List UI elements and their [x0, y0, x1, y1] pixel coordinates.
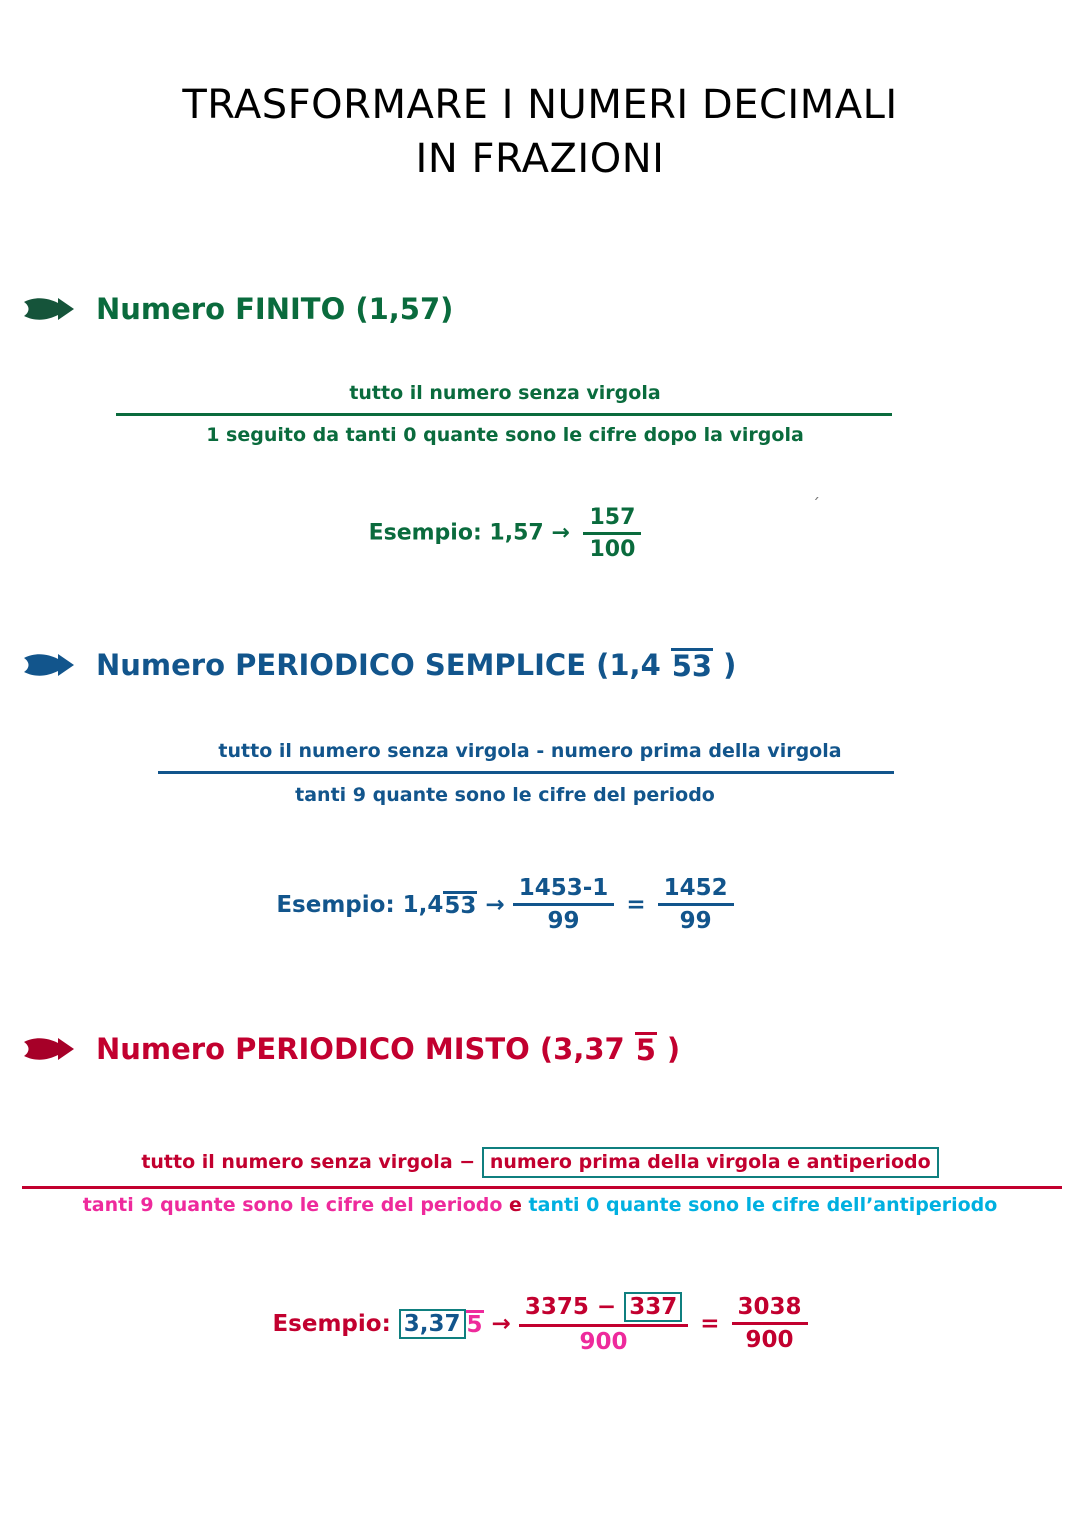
misto-fraction2-denominator: 900: [732, 1322, 808, 1353]
semplice-fraction2-denominator: 99: [658, 903, 734, 934]
misto-example-arrow: →: [491, 1310, 511, 1337]
finito-example-fraction: [583, 505, 641, 562]
misto-den-part1: tanti 9 quante sono le cifre del periodo: [82, 1194, 503, 1216]
semplice-example-arrow: →: [485, 891, 505, 918]
misto-num-boxed-e: e: [787, 1151, 801, 1173]
misto-num-boxed-part2: antiperiodo: [806, 1151, 931, 1173]
finito-example-fraction-denominator: 100: [583, 532, 641, 562]
semplice-heading-after: ): [723, 648, 737, 682]
finito-fraction-bar: [116, 413, 892, 416]
misto-fraction1-num-boxed: 337: [624, 1292, 682, 1322]
green-arrow-icon: [22, 294, 86, 324]
stray-mark: ˊ: [812, 495, 820, 514]
semplice-example-value-period: 53: [444, 892, 477, 919]
semplice-rule-numerator: tutto il numero senza virgola - numero prima della virgola: [218, 740, 842, 762]
section-heading-periodico-misto: [22, 1032, 680, 1066]
misto-fraction-bar: [22, 1186, 1062, 1189]
misto-num-boxed-part1: numero prima della virgola: [489, 1151, 781, 1173]
semplice-fraction-bar: [158, 771, 894, 774]
semplice-example-fraction-1: [513, 875, 615, 934]
semplice-example-fraction-2: [658, 875, 734, 934]
blue-arrow-icon: [22, 650, 86, 680]
finito-example: [0, 505, 1010, 562]
section-heading-periodico-semplice: [22, 648, 736, 682]
semplice-heading-period: 53: [671, 649, 713, 684]
semplice-fraction1-numerator: 1453-1: [518, 875, 609, 901]
misto-example-value-boxed: 3,37: [399, 1309, 466, 1339]
misto-fraction2-numerator: 3038: [737, 1294, 802, 1320]
semplice-example-label: Esempio:: [276, 891, 395, 918]
misto-fraction1-num-left: 3375 −: [524, 1294, 617, 1320]
misto-fraction1-numerator: [519, 1292, 688, 1324]
finito-example-label: Esempio:: [368, 520, 482, 546]
page-title-line1: TRASFORMARE I NUMERI DECIMALI: [182, 82, 898, 128]
misto-den-part2: tanti 0 quante sono le cifre dell’antiperiodo: [528, 1194, 998, 1216]
misto-heading-after: ): [666, 1032, 681, 1066]
red-arrow-icon: [22, 1034, 86, 1064]
semplice-fraction2-numerator: 1452: [663, 875, 728, 901]
misto-num-boxed-group: [482, 1147, 939, 1178]
finito-example-fraction-numerator: 157: [589, 505, 636, 530]
page-title: [0, 78, 1080, 186]
finito-example-value: 1,57: [489, 520, 544, 546]
semplice-rule-denominator: tanti 9 quante sono le cifre del periodo: [295, 784, 715, 806]
semplice-fraction1-denominator: 99: [513, 903, 615, 934]
misto-heading-period: 5: [635, 1033, 656, 1068]
finito-rule-numerator: tutto il numero senza virgola: [349, 382, 661, 404]
misto-rule-numerator: [0, 1147, 1080, 1178]
misto-den-e: e: [509, 1194, 522, 1216]
finito-example-arrow: →: [551, 520, 570, 546]
misto-example-fraction-2: [732, 1294, 808, 1353]
semplice-example: [0, 875, 1010, 934]
semplice-example-value-before: 1,4: [402, 891, 444, 918]
misto-rule-denominator: [0, 1194, 1080, 1216]
section-heading-finito-label: Numero FINITO (1,57): [96, 292, 454, 326]
misto-heading-before: Numero PERIODICO MISTO (3,37: [96, 1032, 625, 1066]
section-heading-finito: [22, 292, 453, 326]
semplice-example-equals: =: [626, 891, 646, 918]
misto-example-label: Esempio:: [272, 1310, 391, 1337]
misto-example-fraction-1: [519, 1292, 688, 1355]
finito-rule-denominator: 1 seguito da tanti 0 quante sono le cifre dopo la virgola: [206, 424, 804, 446]
misto-example-value-period: 5: [466, 1311, 483, 1338]
misto-fraction1-denominator: 900: [519, 1324, 688, 1355]
misto-example-equals: =: [700, 1310, 720, 1337]
page-title-line2: IN FRAZIONI: [415, 136, 665, 182]
semplice-heading-before: Numero PERIODICO SEMPLICE (1,4: [96, 648, 661, 682]
misto-example: [0, 1292, 1080, 1355]
misto-num-part1: tutto il numero senza virgola −: [141, 1151, 476, 1173]
